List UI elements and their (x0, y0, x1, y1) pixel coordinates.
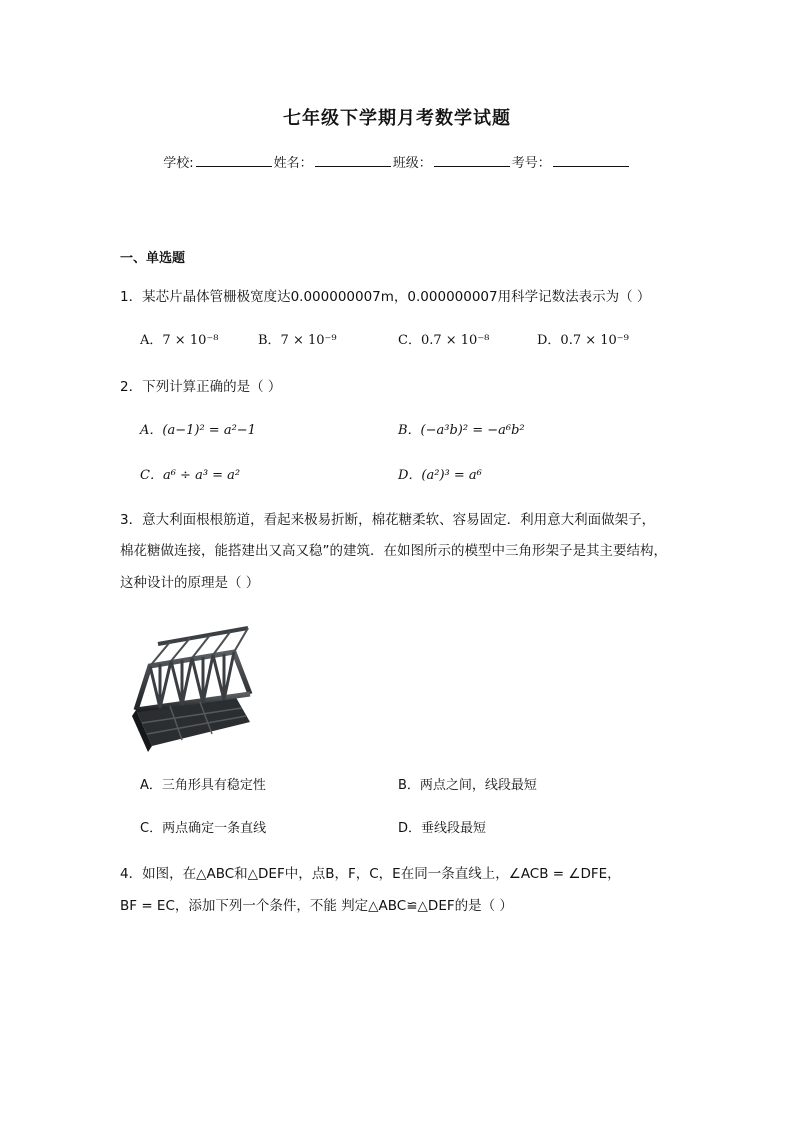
q2-option-d: D．(a²)³ = a⁶ (398, 468, 482, 483)
question-3-stem-line3: 这种设计的原理是（ ） (120, 575, 260, 591)
q1-option-d: D．0.7 × 10⁻⁹ (537, 333, 629, 348)
q3-option-a: A．三角形具有稳定性 (140, 778, 266, 793)
school-blank[interactable] (196, 154, 272, 167)
q1-option-c: C．0.7 × 10⁻⁸ (398, 333, 490, 348)
name-label: 姓名： (273, 156, 313, 171)
question-4-stem-line1: 4．如图，在△ABC和△DEF中，点B，F，C，E在同一条直线上，∠ACB = ∠DFE， (120, 866, 621, 882)
question-1-stem: 1．某芯片晶体管栅极宽度达0.000000007m，0.000000007用科学记数法表示为（ ） (120, 289, 651, 305)
q3-option-d: D．垂线段最短 (398, 821, 487, 836)
name-blank[interactable] (315, 154, 391, 167)
page-title: 七年级下学期月考数学试题 (283, 108, 511, 129)
class-label: 班级： (392, 156, 432, 171)
q3-option-b: B．两点之间，线段最短 (398, 778, 537, 793)
q1-option-a: A．7 × 10⁻⁸ (140, 333, 219, 348)
class-blank[interactable] (434, 154, 510, 167)
exam-number-label: 考号： (511, 156, 551, 171)
question-4-stem-line2: BF = EC，添加下列一个条件，不能 判定△ABC≌△DEF的是（ ） (120, 898, 513, 914)
q3-option-c: C．两点确定一条直线 (140, 821, 267, 836)
q2-option-a: A．(a−1)² = a²−1 (140, 423, 256, 438)
section-heading: 一、单选题 (120, 251, 186, 266)
student-info-line (0, 152, 794, 171)
question-3-stem-line1: 3．意大利面根根筋道，看起来极易折断，棉花糖柔软、容易固定．利用意大利面做架子， (120, 512, 656, 528)
q1-option-b: B．7 × 10⁻⁹ (258, 333, 337, 348)
question-2-stem: 2．下列计算正确的是（ ） (120, 379, 282, 395)
truss-bridge-image (130, 618, 255, 754)
question-3-stem-line2: 棉花糖做连接，能搭建出又高又稳”的建筑．在如图所示的模型中三角形架子是其主要结构， (120, 543, 667, 559)
exam-number-blank[interactable] (553, 154, 629, 167)
q2-option-c: C．a⁶ ÷ a³ = a² (140, 468, 241, 483)
q2-option-b: B．(−a³b)² = −a⁶b² (398, 423, 525, 438)
school-label: 学校: (163, 156, 194, 171)
